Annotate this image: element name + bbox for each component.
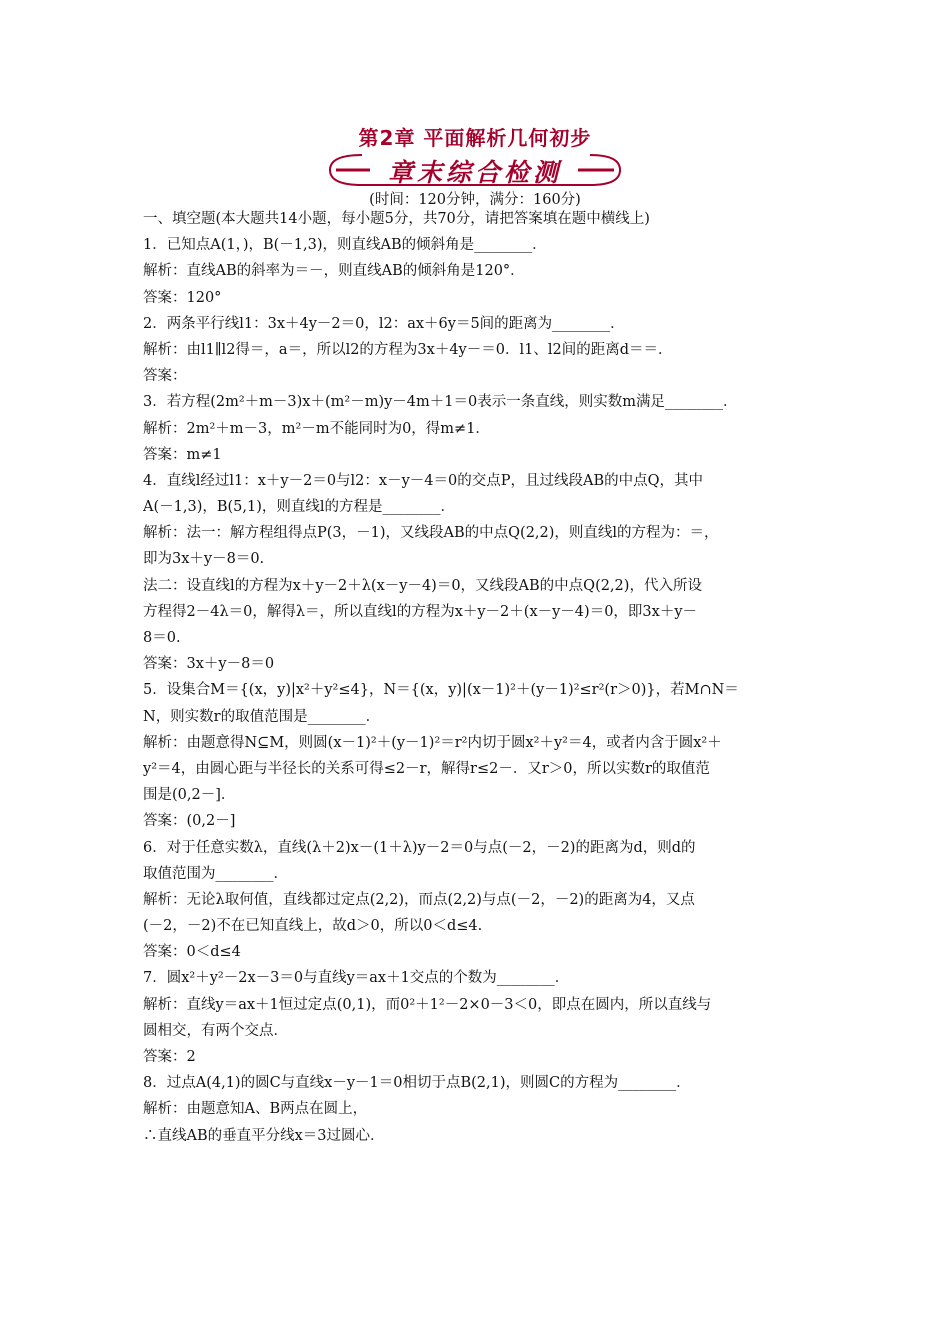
- text-line: 解析：直线y＝ax＋1恒过定点(0,1)，而0²＋1²－2×0－3＜0，即点在圆内，所以直线与: [143, 996, 712, 1013]
- text-line: 8．过点A(4,1)的圆C与直线x－y－1＝0相切于点B(2,1)，则圆C的方程为________．: [143, 1075, 691, 1092]
- text-line: ∴直线AB的垂直平分线x＝3过圆心．: [143, 1127, 385, 1144]
- text-line: 一、填空题(本大题共14小题，每小题5分，共70分，请把答案填在题中横线上): [143, 211, 650, 227]
- text-line: 8＝0.: [143, 630, 181, 646]
- text-line: 答案：m≠1: [143, 446, 222, 463]
- text-line: 解析：由l1∥l2得＝，a＝，所以l2的方程为3x＋4y－＝0．l1、l2间的距离d＝＝．: [143, 341, 673, 358]
- text-line: A(－1,3)，B(5,1)，则直线l的方程是________．: [143, 499, 456, 516]
- text-line: 答案：3x＋y－8＝0: [143, 656, 275, 673]
- text-line: 即为3x＋y－8＝0.: [143, 551, 265, 568]
- text-line: (－2，－2)不在已知直线上，故d＞0，所以0＜d≤4.: [143, 918, 483, 935]
- exam-info: (时间：120分钟，满分：160分): [369, 192, 581, 208]
- text-line: 圆相交，有两个交点．: [143, 1022, 288, 1039]
- text-line: 解析：由题意得N⊆M，则圆(x－1)²＋(y－1)²＝r²内切于圆x²＋y²＝4，或者内含于圆x²＋: [143, 734, 722, 751]
- text-line: 法二：设直线l的方程为x＋y－2＋λ(x－y－4)＝0，又线段AB的中点Q(2,2)，代入所设: [143, 577, 702, 594]
- text-line: 答案：0＜d≤4: [143, 944, 241, 961]
- text-line: 4．直线l经过l1：x＋y－2＝0与l2：x－y－4＝0的交点P，且过线段AB的中点Q，其中: [143, 472, 703, 489]
- text-line: y²＝4，由圆心距与半径长的关系可得≤2－r，解得r≤2－．又r＞0，所以实数r的取值范: [143, 760, 710, 777]
- text-line: 3．若方程(2m²＋m－3)x＋(m²－m)y－4m＋1＝0表示一条直线，则实数m满足________．: [143, 394, 738, 411]
- text-line: 取值范围为________．: [143, 865, 288, 882]
- text-line: 7．圆x²＋y²－2x－3＝0与直线y＝ax＋1交点的个数为________．: [143, 970, 570, 987]
- banner: [322, 150, 628, 190]
- text-line: 答案：: [143, 368, 187, 385]
- text-line: 答案：120°: [143, 289, 222, 306]
- text-line: 答案：2: [143, 1049, 196, 1065]
- text-line: 6．对于任意实数λ，直线(λ＋2)x－(1＋λ)y－2＝0与点(－2，－2)的距离为d，则d的: [143, 839, 696, 856]
- text-line: 答案：(0,2－]: [143, 813, 236, 830]
- text-line: 解析：由题意知A、B两点在圆上，: [143, 1101, 368, 1118]
- chapter-title: 第2章 平面解析几何初步: [358, 126, 592, 150]
- text-line: 解析：直线AB的斜率为＝－，则直线AB的倾斜角是120°．: [143, 263, 525, 280]
- text-line: N，则实数r的取值范围是________．: [143, 708, 381, 725]
- content-body: [143, 206, 808, 1149]
- text-line: 解析：无论λ取何值，直线都过定点(2,2)，而点(2,2)与点(－2，－2)的距离为4，又点: [143, 891, 695, 908]
- text-line: 围是(0,2－]．: [143, 787, 236, 804]
- text-line: 解析：法一：解方程组得点P(3，－1)，又线段AB的中点Q(2,2)，则直线l的方程为：＝，: [143, 525, 719, 542]
- text-line: 2．两条平行线l1：3x＋4y－2＝0，l2：ax＋6y＝5间的距离为________．: [143, 315, 625, 332]
- text-line: 方程得2－4λ＝0，解得λ＝，所以直线l的方程为x＋y－2＋(x－y－4)＝0，即3x＋y－: [143, 603, 698, 620]
- text-line: 解析：2m²＋m－3，m²－m不能同时为0，得m≠1．: [143, 420, 490, 437]
- banner-title: 章末综合检测: [387, 158, 562, 187]
- text-line: 1．已知点A(1，)，B(－1,3)，则直线AB的倾斜角是________．: [143, 237, 547, 254]
- text-line: 5．设集合M＝{(x，y)|x²＋y²≤4}，N＝{(x，y)|(x－1)²＋(y－1)²≤r²(r＞0)}，若M∩N＝: [143, 682, 739, 699]
